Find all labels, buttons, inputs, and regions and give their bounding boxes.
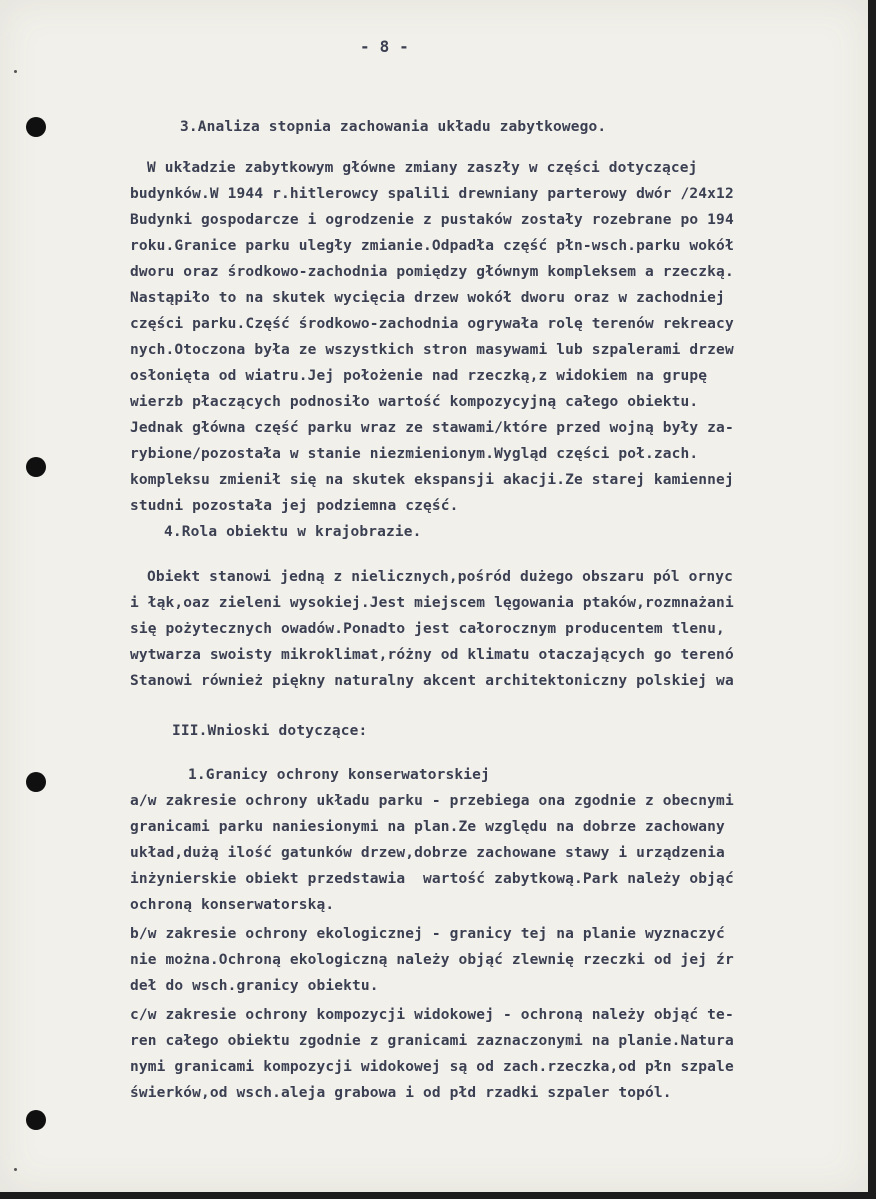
paragraph-line: Stanowi również piękny naturalny akcent architektoniczny polskiej wa [130,673,734,689]
paragraph-line: W układzie zabytkowym główne zmiany zaszły w części dotyczącej [147,160,698,176]
section-3-heading: 3.Analiza stopnia zachowania układu zabytkowego. [180,119,607,135]
paragraph-line: Nastąpiło to na skutek wycięcia drzew wokół dworu oraz w zachodniej [130,290,725,306]
paragraph-line: Jednak główna część parku wraz ze stawami/które przed wojną były za- [130,420,734,436]
paragraph-line: studni pozostała jej podziemna część. [130,498,459,514]
page-number: - 8 - [360,37,409,56]
paragraph-line: i łąk,oaz zieleni wysokiej.Jest miejscem lęgowania ptaków,rozmnażani [130,595,734,611]
paragraph-line: granicami parku naniesionymi na plan.Ze względu na dobrze zachowany [130,819,725,835]
scan-edge-right [868,0,876,1199]
paragraph-line: świerków,od wsch.aleja grabowa i od płd rzadki szpaler topól. [130,1085,672,1101]
paper-speck [14,70,17,73]
paragraph-line: ochroną konserwatorską. [130,897,335,913]
paragraph-line: osłonięta od wiatru.Jej położenie nad rzeczką,z widokiem na grupę [130,368,708,384]
punch-hole [26,1110,46,1130]
subsection-1-heading: 1.Granicy ochrony konserwatorskiej [188,767,490,783]
paragraph-line: Budynki gospodarcze i ogrodzenie z pustaków zostały rozebrane po 194 [130,212,734,228]
paragraph-line: rybione/pozostała w stanie niezmienionym.Wygląd części poł.zach. [130,446,699,462]
paragraph-line: układ,dużą ilość gatunków drzew,dobrze zachowane stawy i urządzenia [130,845,725,861]
punch-hole [26,772,46,792]
scan-edge-bottom [0,1192,876,1199]
paragraph-line: wytwarza swoisty mikroklimat,różny od klimatu otaczających go terenó [130,647,734,663]
paragraph-line: budynków.W 1944 r.hitlerowcy spalili drewniany parterowy dwór /24x12 [130,186,734,202]
paragraph-line: c/w zakresie ochrony kompozycji widokowej - ochroną należy objąć te- [130,1007,734,1023]
paragraph-line: ren całego obiektu zgodnie z granicami zaznaczonymi na planie.Natura [130,1033,734,1049]
paragraph-line: Obiekt stanowi jedną z nielicznych,pośród dużego obszaru pól ornyc [147,569,734,585]
paragraph-line: a/w zakresie ochrony układu parku - przebiega ona zgodnie z obecnymi [130,793,734,809]
section-4-heading: 4.Rola obiektu w krajobrazie. [164,524,422,540]
paragraph-line: kompleksu zmienił się na skutek ekspansji akacji.Ze starej kamiennej [130,472,734,488]
paragraph-line: części parku.Część środkowo-zachodnia ogrywała rolę terenów rekreacy [130,316,734,332]
paragraph-line: nych.Otoczona była ze wszystkich stron masywami lub szpalerami drzew [130,342,734,358]
punch-hole [26,117,46,137]
paragraph-line: wierzb płaczących podnosiło wartość kompozycyjną całego obiektu. [130,394,699,410]
paragraph-line: nymi granicami kompozycji widokowej są od zach.rzeczka,od płn szpale [130,1059,734,1075]
paragraph-line: inżynierskie obiekt przedstawia wartość zabytkową.Park należy objąć [130,871,734,887]
paragraph-line: się pożytecznych owadów.Ponadto jest całorocznym producentem tlenu, [130,621,725,637]
paragraph-line: dworu oraz środkowo-zachodnia pomiędzy głównym kompleksem a rzeczką. [130,264,734,280]
section-iii-heading: III.Wnioski dotyczące: [172,723,368,739]
paragraph-line: b/w zakresie ochrony ekologicznej - granicy tej na planie wyznaczyć [130,926,725,942]
paragraph-line: deł do wsch.granicy obiektu. [130,978,379,994]
paragraph-line: roku.Granice parku uległy zmianie.Odpadła część płn-wsch.parku wokół [130,238,734,254]
punch-hole [26,457,46,477]
paragraph-line: nie można.Ochroną ekologiczną należy objąć zlewnię rzeczki od jej źr [130,952,734,968]
paper-speck [14,1168,17,1171]
